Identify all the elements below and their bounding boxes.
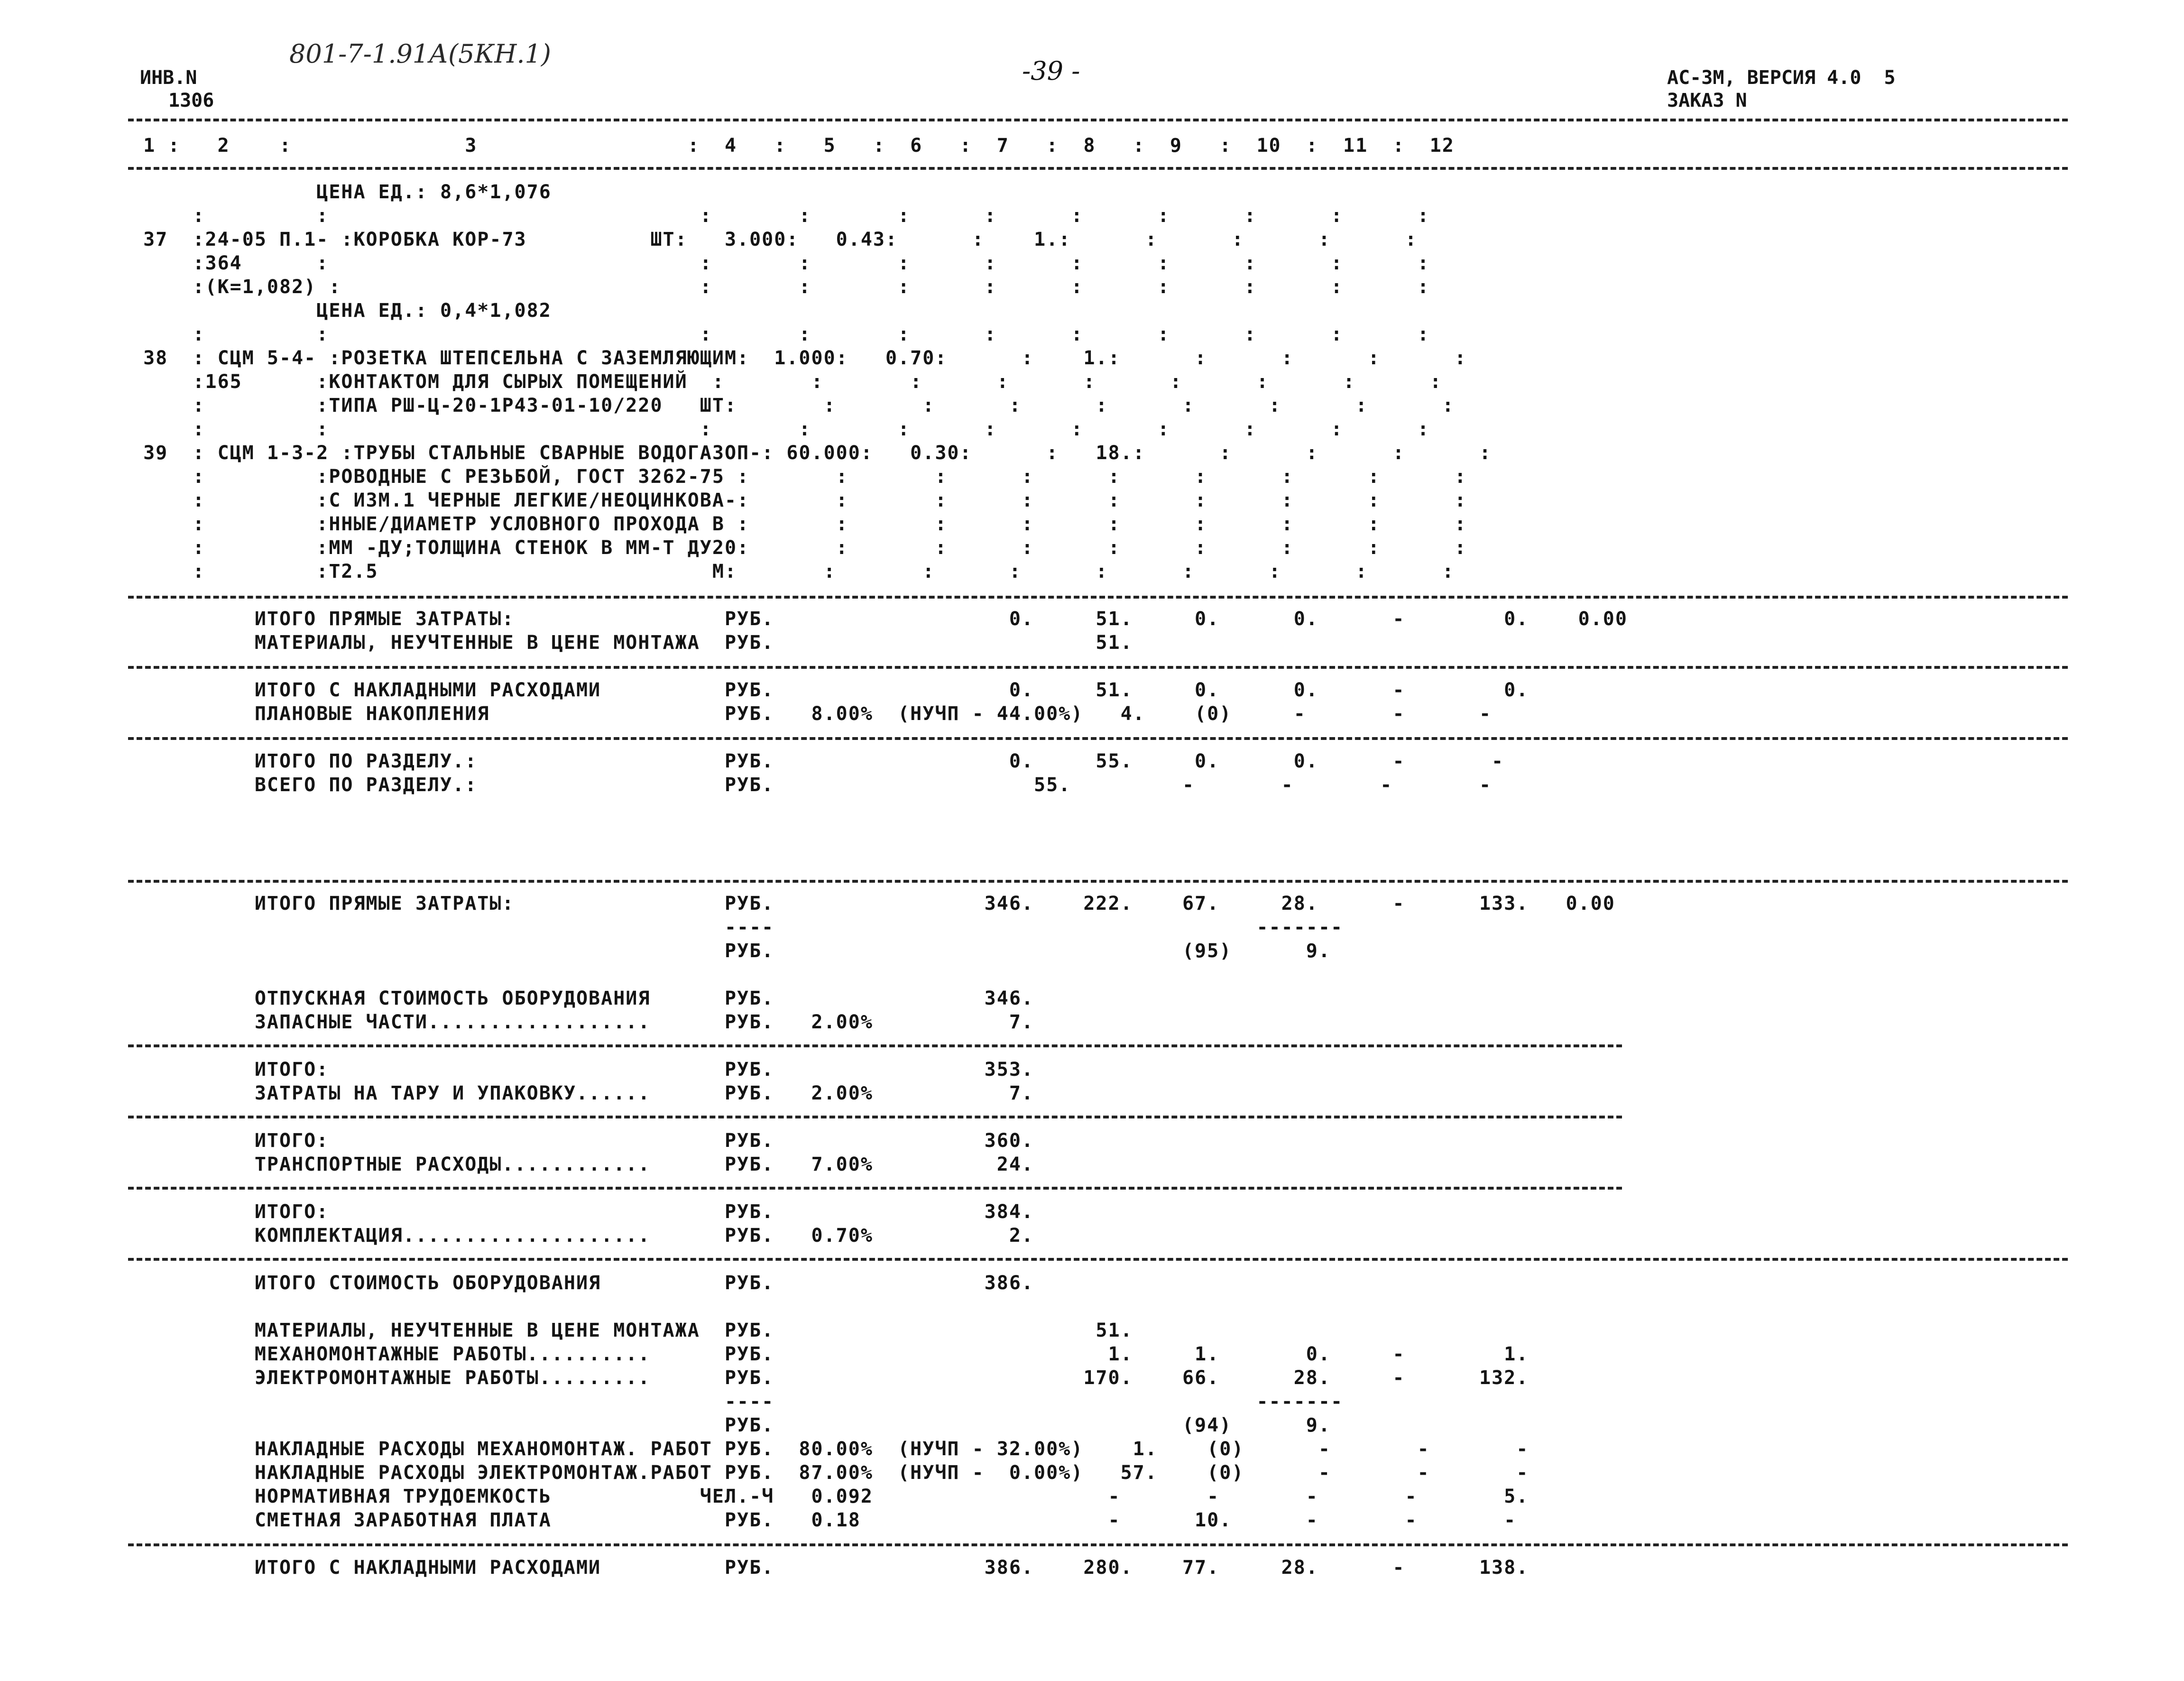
- table-row: ИТОГО ПРЯМЫЕ ЗАТРАТЫ: РУБ. 346. 222. 67. 28. - 133. 0.00: [131, 893, 1615, 914]
- table-row: : :ТИПА РШ-Ц-20-1Р43-01-10/220 ШТ: : : : : : : : :: [131, 395, 1455, 416]
- separator-line: [128, 167, 2068, 170]
- separator-line: [128, 1116, 1622, 1118]
- table-row: МЕХАНОМОНТАЖНЫЕ РАБОТЫ.......... РУБ. 1. 1. 0. - 1.: [131, 1343, 1529, 1365]
- table-row: ИТОГО: РУБ. 360.: [131, 1130, 1034, 1152]
- table-row: : :Т2.5 М: : : : : : : : :: [131, 561, 1455, 582]
- table-row: ОТПУСКНАЯ СТОИМОСТЬ ОБОРУДОВАНИЯ РУБ. 346.: [131, 988, 1034, 1009]
- separator-line: [128, 119, 2068, 121]
- table-row: ---- -------: [131, 1391, 1344, 1413]
- table-row: ---- -------: [131, 916, 1344, 938]
- inventory-number: 1306: [168, 90, 214, 111]
- table-row: ЭЛЕКТРОМОНТАЖНЫЕ РАБОТЫ......... РУБ. 170. 66. 28. - 132.: [131, 1367, 1529, 1389]
- inventory-label: ИНВ.N: [140, 67, 197, 89]
- separator-line: [128, 1044, 1622, 1047]
- table-row: 38 : СЦМ 5-4- :РОЗЕТКА ШТЕПСЕЛЬНА С ЗАЗЕМЛЯЮЩИМ: 1.000: 0.70: : 1.: : : : :: [131, 347, 1467, 369]
- table-row: :165 :КОНТАКТОМ ДЛЯ СЫРЫХ ПОМЕЩЕНИЙ : : : : : : : : :: [131, 371, 1442, 393]
- handwritten-reference: 801-7-1.91А(5КН.1): [289, 39, 551, 69]
- table-row: : :ММ -ДУ;ТОЛЩИНА СТЕНОК В ММ-Т ДУ20: : : : : : : : :: [131, 537, 1467, 559]
- table-row: НАКЛАДНЫЕ РАСХОДЫ ЭЛЕКТРОМОНТАЖ.РАБОТ РУБ. 87.00% (НУЧП - 0.00%) 57. (0) - - -: [131, 1462, 1529, 1484]
- page-number: -39 -: [1022, 56, 1080, 86]
- separator-line: [128, 596, 2068, 599]
- system-version: АС-3М, ВЕРСИЯ 4.0 5: [1667, 67, 1896, 89]
- separator-line: [128, 1543, 2068, 1546]
- table-row: :(К=1,082) : : : : : : : : : :: [131, 276, 1430, 298]
- table-row: РУБ. (95) 9.: [131, 940, 1331, 962]
- table-row: : :РОВОДНЫЕ С РЕЗЬБОЙ, ГОСТ 3262-75 : : : : : : : : :: [131, 466, 1467, 488]
- table-row: 39 : СЦМ 1-3-2 :ТРУБЫ СТАЛЬНЫЕ СВАРНЫЕ ВОДОГАЗОП-: 60.000: 0.30: : 18.: : : : :: [131, 442, 1492, 464]
- table-row: МАТЕРИАЛЫ, НЕУЧТЕННЫЕ В ЦЕНЕ МОНТАЖА РУБ. 51.: [131, 632, 1133, 654]
- table-row: РУБ. (94) 9.: [131, 1414, 1331, 1436]
- table-row: КОМПЛЕКТАЦИЯ.................... РУБ. 0.70% 2.: [131, 1225, 1034, 1247]
- table-row: ИТОГО ПРЯМЫЕ ЗАТРАТЫ: РУБ. 0. 51. 0. 0. - 0. 0.00: [131, 608, 1628, 630]
- order-label: ЗАКАЗ N: [1667, 90, 1747, 111]
- table-row: ПЛАНОВЫЕ НАКОПЛЕНИЯ РУБ. 8.00% (НУЧП - 44.00%) 4. (0) - - -: [131, 703, 1492, 725]
- table-row: НОРМАТИВНАЯ ТРУДОЕМКОСТЬ ЧЕЛ.-Ч 0.092 - - - - 5.: [131, 1486, 1529, 1507]
- table-row: : :ННЫЕ/ДИАМЕТР УСЛОВНОГО ПРОХОДА В : : : : : : : : :: [131, 513, 1467, 535]
- separator-line: [128, 666, 2068, 669]
- table-row: :364 : : : : : : : : : :: [131, 252, 1430, 274]
- table-row: ИТОГО С НАКЛАДНЫМИ РАСХОДАМИ РУБ. 0. 51. 0. 0. - 0.: [131, 679, 1529, 701]
- separator-line: [128, 1187, 1622, 1190]
- table-row: ЗАПАСНЫЕ ЧАСТИ.................. РУБ. 2.00% 7.: [131, 1011, 1034, 1033]
- table-row: : : : : : : : : : : :: [131, 323, 1430, 345]
- table-row: ЦЕНА ЕД.: 0,4*1,082: [131, 300, 552, 322]
- table-row: ИТОГО: РУБ. 353.: [131, 1059, 1034, 1081]
- table-row: ИТОГО: РУБ. 384.: [131, 1201, 1034, 1223]
- table-row: ЦЕНА ЕД.: 8,6*1,076: [131, 181, 552, 203]
- table-row: ИТОГО СТОИМОСТЬ ОБОРУДОВАНИЯ РУБ. 386.: [131, 1272, 1034, 1294]
- table-row: ВСЕГО ПО РАЗДЕЛУ.: РУБ. 55. - - - -: [131, 774, 1492, 796]
- table-row: : : : : : : : : : : :: [131, 418, 1430, 440]
- table-row: ИТОГО С НАКЛАДНЫМИ РАСХОДАМИ РУБ. 386. 280. 77. 28. - 138.: [131, 1557, 1529, 1579]
- column-numbers-row: 1 : 2 : 3 : 4 : 5 : 6 : 7 : 8 : 9 : 10 : 11 : 12: [131, 135, 1455, 157]
- separator-line: [128, 1258, 2068, 1261]
- table-row: ИТОГО ПО РАЗДЕЛУ.: РУБ. 0. 55. 0. 0. - -: [131, 750, 1504, 772]
- separator-line: [128, 880, 2068, 883]
- table-row: МАТЕРИАЛЫ, НЕУЧТЕННЫЕ В ЦЕНЕ МОНТАЖА РУБ. 51.: [131, 1320, 1133, 1341]
- table-row: ЗАТРАТЫ НА ТАРУ И УПАКОВКУ...... РУБ. 2.00% 7.: [131, 1082, 1034, 1104]
- table-row: : :С ИЗМ.1 ЧЕРНЫЕ ЛЕГКИЕ/НЕОЦИНКОВА-: : : : : : : : :: [131, 490, 1467, 511]
- table-row: НАКЛАДНЫЕ РАСХОДЫ МЕХАНОМОНТАЖ. РАБОТ РУБ. 80.00% (НУЧП - 32.00%) 1. (0) - - -: [131, 1438, 1529, 1460]
- table-row: : : : : : : : : : : :: [131, 205, 1430, 227]
- table-row: СМЕТНАЯ ЗАРАБОТНАЯ ПЛАТА РУБ. 0.18 - 10. - - -: [131, 1509, 1517, 1531]
- table-row: ТРАНСПОРТНЫЕ РАСХОДЫ............ РУБ. 7.00% 24.: [131, 1154, 1034, 1175]
- separator-line: [128, 737, 2068, 740]
- table-row: 37 :24-05 П.1- :КОРОБКА КОР-73 ШТ: 3.000: 0.43: : 1.: : : : :: [131, 229, 1418, 250]
